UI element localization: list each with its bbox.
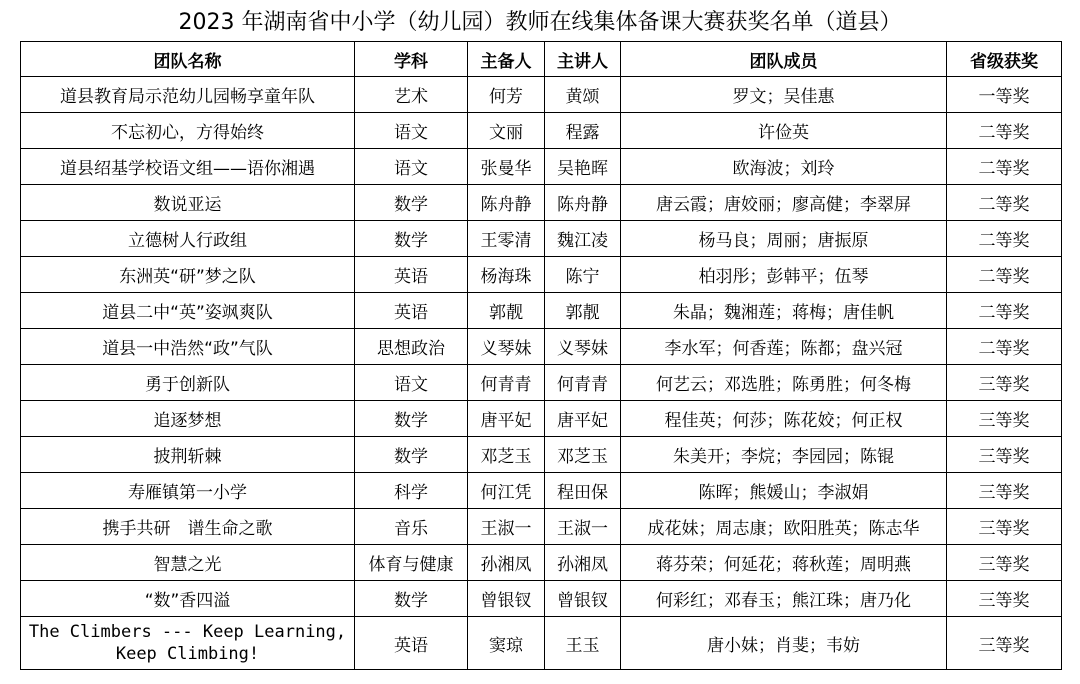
table-row: [21, 293, 1062, 329]
speaker-cell: 吴艳晖: [545, 149, 621, 185]
team-members-cell: 朱晶；魏湘莲；蒋梅；唐佳帆: [621, 293, 947, 329]
lead-preparer-cell: 曾银钗: [468, 581, 545, 617]
team-members-cell: 蒋芬荣；何延花；蒋秋莲；周明燕: [621, 545, 947, 581]
speaker-cell: 程露: [545, 113, 621, 149]
award-cell: 二等奖: [947, 221, 1062, 257]
award-cell: 一等奖: [947, 77, 1062, 113]
header-team-name: 团队名称: [21, 42, 355, 77]
team-name-cell: “数”香四溢: [21, 581, 355, 617]
subject-cell: 数学: [355, 581, 468, 617]
subject-cell: 英语: [355, 257, 468, 293]
team-members-cell: 唐云霞；唐姣丽；廖高健；李翠屏: [621, 185, 947, 221]
award-cell: 三等奖: [947, 581, 1062, 617]
header-subject: 学科: [355, 42, 468, 77]
team-members-cell: 何艺云；邓选胜；陈勇胜；何冬梅: [621, 365, 947, 401]
speaker-cell: 孙湘凤: [545, 545, 621, 581]
award-cell: 三等奖: [947, 401, 1062, 437]
team-members-cell: 何彩红；邓春玉；熊江珠；唐乃化: [621, 581, 947, 617]
lead-preparer-cell: 文丽: [468, 113, 545, 149]
subject-cell: 语文: [355, 365, 468, 401]
lead-preparer-cell: 孙湘凤: [468, 545, 545, 581]
table-row: [21, 545, 1062, 581]
speaker-cell: 何青青: [545, 365, 621, 401]
lead-preparer-cell: 陈舟静: [468, 185, 545, 221]
award-cell: 二等奖: [947, 113, 1062, 149]
team-name-cell: 寿雁镇第一小学: [21, 473, 355, 509]
team-name-cell: 道县教育局示范幼儿园畅享童年队: [21, 77, 355, 113]
subject-cell: 英语: [355, 617, 468, 670]
team-members-cell: 杨马良；周丽；唐振原: [621, 221, 947, 257]
speaker-cell: 程田保: [545, 473, 621, 509]
speaker-cell: 唐平妃: [545, 401, 621, 437]
header-team-members: 团队成员: [621, 42, 947, 77]
lead-preparer-cell: 郭靓: [468, 293, 545, 329]
subject-cell: 数学: [355, 221, 468, 257]
speaker-cell: 陈舟静: [545, 185, 621, 221]
team-members-cell: 唐小妹；肖斐；韦妨: [621, 617, 947, 670]
subject-cell: 艺术: [355, 77, 468, 113]
lead-preparer-cell: 何江凭: [468, 473, 545, 509]
award-cell: 三等奖: [947, 473, 1062, 509]
team-name-cell: 数说亚运: [21, 185, 355, 221]
award-cell: 三等奖: [947, 437, 1062, 473]
speaker-cell: 义琴妹: [545, 329, 621, 365]
table-row: [21, 257, 1062, 293]
team-members-cell: 陈晖；熊媛山；李淑娟: [621, 473, 947, 509]
speaker-cell: 邓芝玉: [545, 437, 621, 473]
subject-cell: 数学: [355, 437, 468, 473]
lead-preparer-cell: 何青青: [468, 365, 545, 401]
speaker-cell: 王淑一: [545, 509, 621, 545]
speaker-cell: 曾银钗: [545, 581, 621, 617]
table-row: [21, 149, 1062, 185]
table-row: [21, 329, 1062, 365]
lead-preparer-cell: 王零清: [468, 221, 545, 257]
table-row: [21, 185, 1062, 221]
team-members-cell: 许俭英: [621, 113, 947, 149]
award-cell: 二等奖: [947, 185, 1062, 221]
lead-preparer-cell: 何芳: [468, 77, 545, 113]
speaker-cell: 陈宁: [545, 257, 621, 293]
lead-preparer-cell: 邓芝玉: [468, 437, 545, 473]
team-members-cell: 程佳英；何莎；陈花姣；何正权: [621, 401, 947, 437]
table-row: [21, 77, 1062, 113]
team-name-cell: 携手共研 谱生命之歌: [21, 509, 355, 545]
team-name-cell: 道县绍基学校语文组——语你湘遇: [21, 149, 355, 185]
header-lead-preparer: 主备人: [468, 42, 545, 77]
table-row: [21, 221, 1062, 257]
award-cell: 三等奖: [947, 509, 1062, 545]
team-name-cell: 立德树人行政组: [21, 221, 355, 257]
subject-cell: 语文: [355, 149, 468, 185]
subject-cell: 体育与健康: [355, 545, 468, 581]
award-cell: 三等奖: [947, 617, 1062, 670]
table-row: [21, 581, 1062, 617]
team-name-cell: 追逐梦想: [21, 401, 355, 437]
team-members-cell: 李水军；何香莲；陈都；盘兴冠: [621, 329, 947, 365]
award-cell: 二等奖: [947, 329, 1062, 365]
team-name-cell: 智慧之光: [21, 545, 355, 581]
lead-preparer-cell: 杨海珠: [468, 257, 545, 293]
subject-cell: 数学: [355, 185, 468, 221]
subject-cell: 英语: [355, 293, 468, 329]
header-speaker: 主讲人: [545, 42, 621, 77]
speaker-cell: 黄颂: [545, 77, 621, 113]
speaker-cell: 郭靓: [545, 293, 621, 329]
lead-preparer-cell: 义琴妹: [468, 329, 545, 365]
award-cell: 三等奖: [947, 545, 1062, 581]
team-name-cell: 披荆斩棘: [21, 437, 355, 473]
lead-preparer-cell: 窦琼: [468, 617, 545, 670]
lead-preparer-cell: 王淑一: [468, 509, 545, 545]
subject-cell: 科学: [355, 473, 468, 509]
table-row: [21, 473, 1062, 509]
team-name-cell: 道县二中“英”姿飒爽队: [21, 293, 355, 329]
team-name-cell: 勇于创新队: [21, 365, 355, 401]
award-cell: 二等奖: [947, 293, 1062, 329]
team-name-cell: The Climbers --- Keep Learning, Keep Climbing!: [21, 617, 355, 670]
team-members-cell: 成花妹；周志康；欧阳胜英；陈志华: [621, 509, 947, 545]
table-header-row: [21, 42, 1062, 77]
subject-cell: 数学: [355, 401, 468, 437]
subject-cell: 音乐: [355, 509, 468, 545]
team-name-cell: 不忘初心，方得始终: [21, 113, 355, 149]
award-table: [20, 41, 1062, 670]
table-row: [21, 509, 1062, 545]
team-members-cell: 欧海波；刘玲: [621, 149, 947, 185]
document-title: 2023 年湖南省中小学（幼儿园）教师在线集体备课大赛获奖名单（道县）: [178, 10, 902, 35]
award-cell: 二等奖: [947, 149, 1062, 185]
table-row: [21, 617, 1062, 670]
team-members-cell: 罗文；吴佳惠: [621, 77, 947, 113]
header-provincial-award: 省级获奖: [947, 42, 1062, 77]
table-row: [21, 401, 1062, 437]
table-row: [21, 113, 1062, 149]
subject-cell: 思想政治: [355, 329, 468, 365]
subject-cell: 语文: [355, 113, 468, 149]
table-row: [21, 437, 1062, 473]
team-name-cell: 道县一中浩然“政”气队: [21, 329, 355, 365]
lead-preparer-cell: 唐平妃: [468, 401, 545, 437]
speaker-cell: 王玉: [545, 617, 621, 670]
team-members-cell: 朱美开；李烷；李园园；陈锟: [621, 437, 947, 473]
award-cell: 三等奖: [947, 365, 1062, 401]
speaker-cell: 魏江凌: [545, 221, 621, 257]
table-row: [21, 365, 1062, 401]
team-name-cell: 东洲英“研”梦之队: [21, 257, 355, 293]
team-members-cell: 柏羽彤；彭韩平；伍琴: [621, 257, 947, 293]
award-cell: 二等奖: [947, 257, 1062, 293]
lead-preparer-cell: 张曼华: [468, 149, 545, 185]
